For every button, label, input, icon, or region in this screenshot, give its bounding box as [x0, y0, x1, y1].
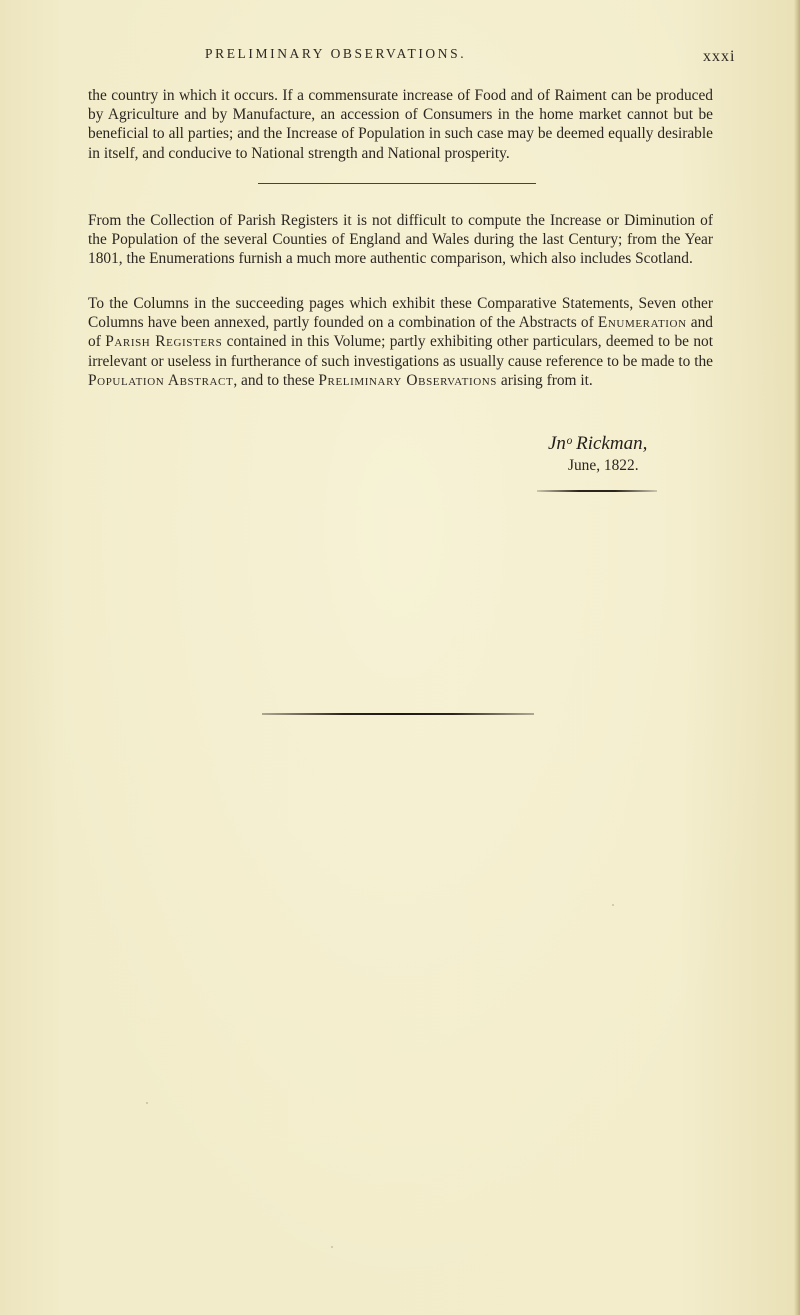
paragraph-1: the country in which it occurs. If a commensurate increase of Food and of Raiment can be produced by Agriculture and by Manufacture, an accession of Consumers in the home market cannot but be beneficial to all parties; and the Increase of Population in such case may be deemed equally desirable in itself, and conducive to National strength and National prosperity.	[88, 87, 713, 162]
paper-speck	[146, 1102, 148, 1104]
running-title: PRELIMINARY OBSERVATIONS.	[205, 46, 467, 61]
paragraph-3	[88, 294, 713, 390]
population-abstract-smallcaps: Population Abstract	[88, 371, 234, 389]
paragraph-3-text-1: To the Columns in the succeeding pages which exhibit these Comparative Statements, Seven other Columns have been annexed, partly founded on a combination of the Abstracts of	[88, 295, 713, 332]
paragraph-3-text-5: arising from it.	[497, 371, 593, 389]
signature-name: Jnᵒ Rickman,	[548, 433, 648, 454]
end-ornament-rule	[262, 713, 534, 715]
enumeration-smallcaps: Enumeration	[597, 314, 687, 332]
page-edge-shadow	[794, 0, 800, 1315]
preliminary-observations-smallcaps: Preliminary Observations	[318, 371, 498, 389]
page-number: xxxi	[703, 48, 736, 65]
running-head	[0, 46, 800, 68]
parish-registers-smallcaps: Parish Registers	[105, 333, 223, 351]
paper-speck	[331, 1246, 333, 1248]
paragraph-2: From the Collection of Parish Registers it is not difficult to compute the Increase or Diminution of the Population of the several Counties of England and Wales during the last Century; from the Year 1801, the Enumerations furnish a much more authentic comparison, which also includes Scotland.	[88, 212, 713, 268]
paragraph-3-text-2: and of	[88, 314, 713, 351]
section-divider-rule	[258, 183, 536, 184]
paragraph-3-text-4: , and to these	[233, 371, 319, 389]
paper-speck	[612, 904, 614, 906]
signature-rule	[537, 490, 657, 492]
signature-date: June, 1822.	[568, 457, 639, 474]
paragraph-3-text-3: contained in this Volume; partly exhibiting other particulars, deemed to be not irrelevant or useless in furtherance of such investigations as usually cause reference to be made to the	[88, 333, 713, 370]
